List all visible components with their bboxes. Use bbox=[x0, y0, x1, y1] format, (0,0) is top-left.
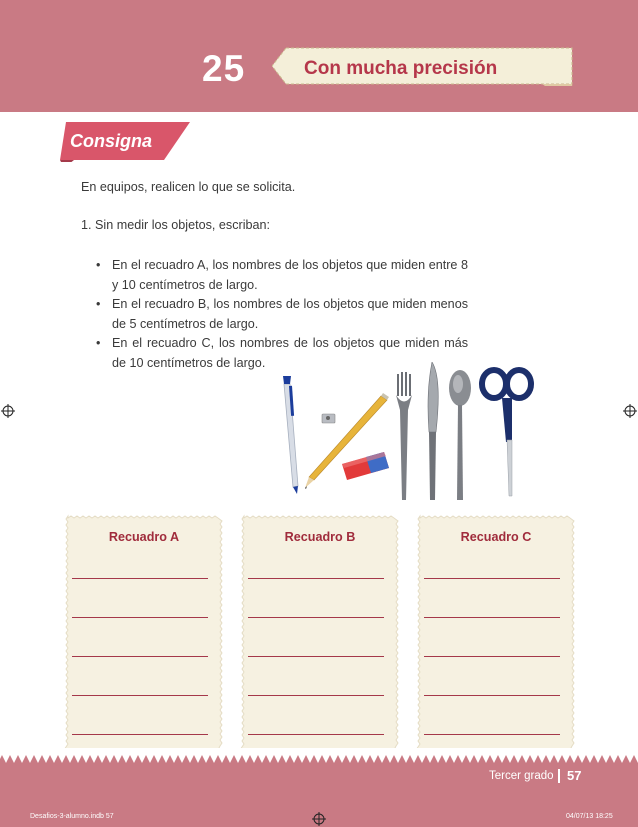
list-item-text: En el recuadro B, los nombres de los objetos que miden menos de 5 centímetros de largo. bbox=[112, 297, 468, 331]
bullet-icon: • bbox=[96, 336, 101, 350]
print-date-info: 04/07/13 18:25 bbox=[566, 813, 613, 820]
list-item bbox=[96, 256, 468, 295]
registration-mark-icon bbox=[312, 812, 326, 826]
box-background bbox=[240, 514, 400, 748]
answer-line[interactable] bbox=[424, 617, 560, 618]
header-zigzag-edge bbox=[0, 96, 638, 112]
box-background bbox=[416, 514, 576, 748]
recuadro-c-box bbox=[416, 514, 576, 748]
box-background bbox=[64, 514, 224, 748]
list-item bbox=[96, 295, 468, 334]
answer-line[interactable] bbox=[72, 656, 208, 657]
answer-line[interactable] bbox=[248, 695, 384, 696]
recuadro-a-box bbox=[64, 514, 224, 748]
footer-zigzag-edge bbox=[0, 755, 638, 767]
lesson-number: 25 bbox=[202, 48, 246, 89]
grade-label: Tercer grado bbox=[489, 770, 554, 782]
intro-text: En equipos, realicen lo que se solicita. bbox=[81, 180, 296, 194]
page-number: 57 bbox=[567, 768, 582, 783]
answer-line[interactable] bbox=[248, 656, 384, 657]
recuadro-b-box bbox=[240, 514, 400, 748]
answer-line[interactable] bbox=[424, 695, 560, 696]
spoon-icon bbox=[449, 370, 471, 500]
answer-line[interactable] bbox=[424, 656, 560, 657]
answer-line[interactable] bbox=[72, 734, 208, 735]
answer-line[interactable] bbox=[424, 734, 560, 735]
list-item-text: En el recuadro A, los nombres de los objetos que miden entre 8 y 10 centímetros de largo. bbox=[112, 258, 468, 292]
footer-divider bbox=[558, 769, 560, 783]
answer-line[interactable] bbox=[248, 734, 384, 735]
step-1-text: 1. Sin medir los objetos, escriban: bbox=[81, 218, 270, 232]
answer-line[interactable] bbox=[424, 578, 560, 579]
answer-line[interactable] bbox=[72, 578, 208, 579]
answer-line[interactable] bbox=[72, 617, 208, 618]
registration-mark-icon bbox=[623, 404, 637, 418]
sharpener-icon bbox=[322, 414, 335, 423]
pen-icon bbox=[283, 376, 298, 494]
objects-illustration bbox=[276, 362, 536, 504]
knife-icon bbox=[428, 362, 438, 500]
bullet-icon: • bbox=[96, 297, 101, 311]
consigna-label: Consigna bbox=[70, 131, 153, 151]
eraser-icon bbox=[342, 452, 389, 480]
bullet-icon: • bbox=[96, 258, 101, 272]
print-file-info: Desafios-3-alumno.indb 57 bbox=[30, 813, 114, 820]
box-title: Recuadro C bbox=[460, 530, 532, 544]
registration-mark-icon bbox=[1, 404, 15, 418]
page-title: Con mucha precisión bbox=[304, 58, 498, 79]
scissors-icon bbox=[482, 370, 531, 496]
list-item-text: En el recuadro C, los nombres de los objetos que miden más de 10 centímetros de largo. bbox=[112, 336, 468, 370]
answer-line[interactable] bbox=[248, 617, 384, 618]
box-title: Recuadro A bbox=[108, 530, 180, 544]
box-title: Recuadro B bbox=[284, 530, 356, 544]
fork-icon bbox=[396, 372, 412, 500]
answer-line[interactable] bbox=[248, 578, 384, 579]
answer-line[interactable] bbox=[72, 695, 208, 696]
